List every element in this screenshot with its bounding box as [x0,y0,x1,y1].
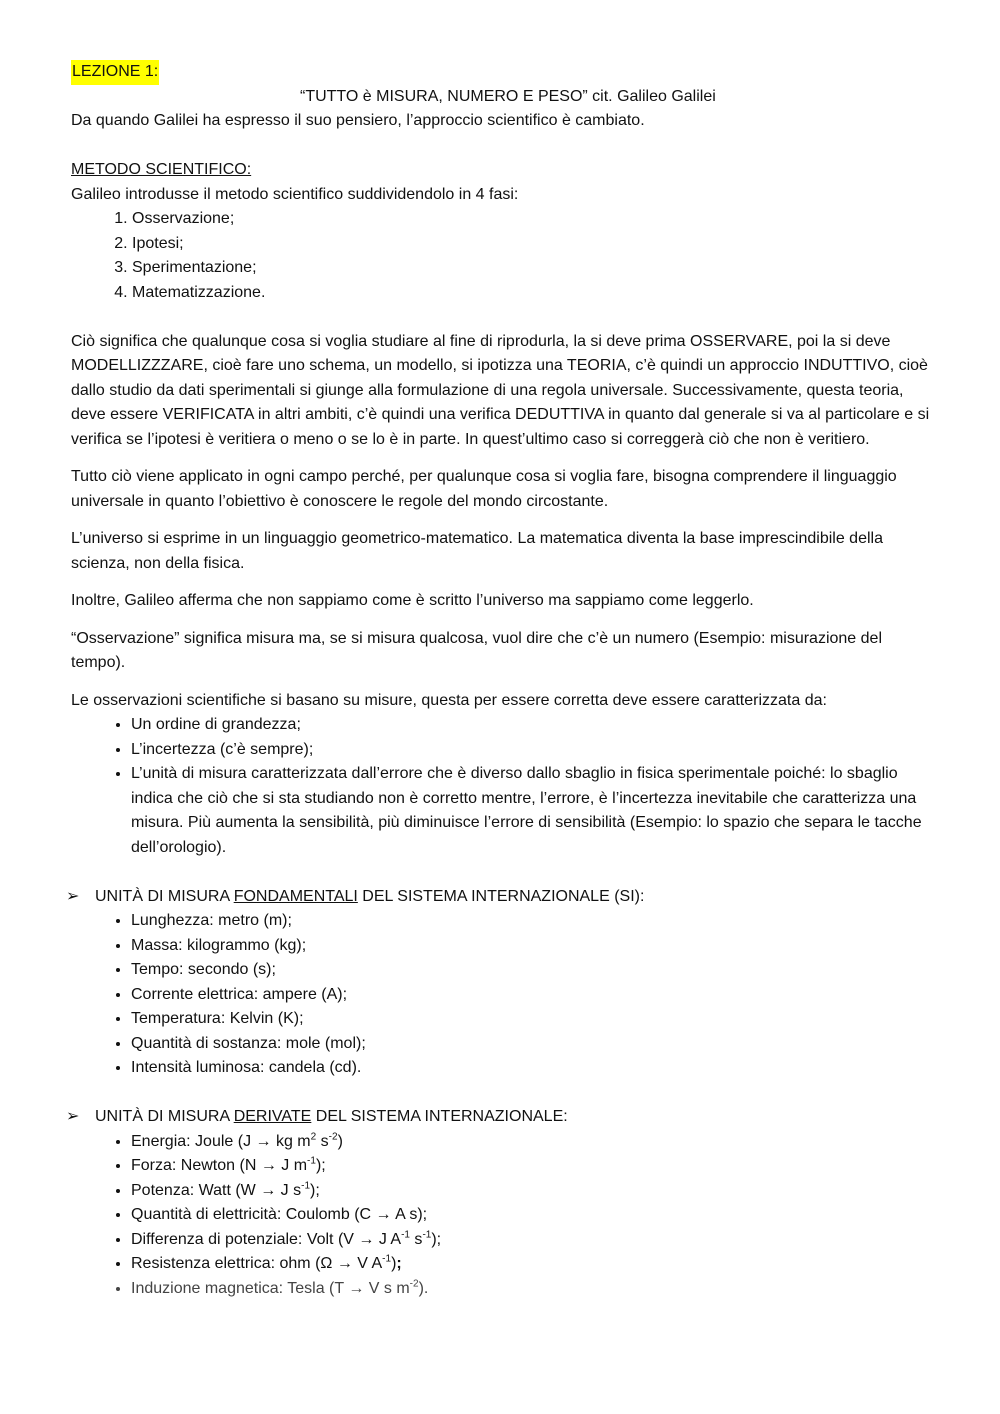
list-item: • Energia: Joule (J → kg $m^2$ $s^{-2}$) [131,1130,937,1155]
list-item: • Quantità di elettricità: Coulomb (C → A s); [131,1203,937,1228]
lesson-title-line [71,60,937,85]
arrow-icon: → [260,1157,277,1174]
arrow-icon: → [260,1181,277,1199]
list-item: 4. Matematizzazione. [132,281,937,306]
paragraph: “Osservazione” significa misura ma, se si misura qualcosa, vuol dire che c’è un numero (Esempio: misurazione del tempo). [71,629,882,671]
list-item: • L’unità di misura caratterizzata dall’errore che è diverso dallo sbaglio in fisica sperimentale poiché: lo sbaglio indica che ciò che si sta studiando non è corretto mentre, l’errore, è l’incertezza inevitabile che caratterizza una misura. Più aumenta la sensibilità, più diminuisce l’errore di sensibilità (Esempio: lo spazio che separa le tacche dell’orologio). [131,762,937,860]
paragraph: Tutto ciò viene applicato in ogni campo perché, per qualunque cosa si voglia fare, bisogna comprendere il linguaggio universale in quanto l’obiettivo è conoscere le regole del mondo circostante. [71,468,897,510]
measures-list [71,713,937,860]
paragraph: L’universo si esprime in un linguaggio geometrico-matematico. La matematica diventa la base imprescindibile della scienza, non della fisica. [71,530,883,572]
fundamental-units-list [71,909,937,1081]
paragraph: Inoltre, Galileo afferma che non sappiamo come è scritto l’universo ma sappiamo come leggerlo. [71,592,754,609]
method-intro: Galileo introdusse il metodo scientifico suddividendolo in 4 fasi: [71,185,519,203]
list-item: • Intensità luminosa: candela (cd). [131,1056,937,1081]
list-item: • Massa: kilogrammo (kg); [131,934,937,959]
list-item: 1. Osservazione; [132,207,937,232]
list-item: 3. Sperimentazione; [132,256,937,281]
list-item: • Quantità di sostanza: mole (mol); [131,1032,937,1057]
paragraph: Ciò significa che qualunque cosa si voglia studiare al fine di riprodurla, la si deve prima OSSERVARE, poi la si deve MODELLIZZZARE, cioè fare uno schema, un modello, si ipotizza una TEORIA, c’è quindi un approccio INDUTTIVO, cioè dallo studio da dati sperimentali si giunge alla formulazione di una regola universale. Successivamente, questa teoria, deve essere VERIFICATA in altri ambiti, c’è quindi una verifica DEDUTTIVA in quanto dal generale si va al particolare e si verifica se l’ipotesi è veritiera o meno o se lo è in parte. In quest’ultimo caso si correggerà ciò che non è veritiero. [71,332,930,448]
arrow-icon: → [336,1255,353,1272]
arrow-icon: → [255,1132,272,1150]
method-heading: METODO SCIENTIFICO: [71,161,252,178]
arrow-icon: → [358,1230,375,1248]
galileo-quote: “TUTTO è MISURA, NUMERO E PESO” cit. Galileo Galilei [300,87,716,105]
derived-units-list [71,1130,937,1302]
derived-units-heading: ➢ UNITÀ DI MISURA DERIVATE DEL SISTEMA INTERNAZIONALE: [71,1105,937,1130]
arrow-icon: → [348,1279,365,1297]
fundamental-units-heading: ➢ UNITÀ DI MISURA FONDAMENTALI DEL SISTEMA INTERNAZIONALE (SI): [71,885,937,910]
list-item: • Tempo: secondo (s); [131,958,937,983]
document-content [66,60,937,1301]
intro-text: Da quando Galilei ha espresso il suo pensiero, l’approccio scientifico è cambiato. [71,112,645,129]
list-item: • Un ordine di grandezza; [131,713,937,738]
phases-list [71,207,937,305]
arrow-bullet-icon: ➢ [66,1108,80,1125]
lesson-title: LEZIONE 1: [71,60,159,85]
measures-intro: Le osservazioni scientifiche si basano su misure, questa per essere corretta deve essere caratterizzata da: [71,691,827,709]
list-item: • Resistenza elettrica: ohm (Ω → V $A^{-1}$); [131,1252,937,1277]
list-item: • Temperatura: Kelvin (K); [131,1007,937,1032]
list-item: • Corrente elettrica: ampere (A); [131,983,937,1008]
list-item: • Potenza: Watt (W → J $s^{-1}$); [131,1179,937,1204]
list-item: • Forza: Newton (N → J $m^{-1}$); [131,1154,937,1179]
heading-keyword: FONDAMENTALI [233,887,358,905]
list-item: 2. Ipotesi; [132,232,937,257]
arrow-bullet-icon: ➢ [66,887,80,905]
list-item: • Lunghezza: metro (m); [131,909,937,934]
heading-keyword: DERIVATE [233,1108,312,1125]
arrow-icon: → [375,1206,392,1223]
list-item: • Differenza di potenziale: Volt (V → J $A^{-1}$ $s^{-1}$); [131,1228,937,1253]
list-item: • Induzione magnetica: Tesla (T → V s $m^{-2}$). [131,1277,937,1302]
list-item: • L’incertezza (c’è sempre); [131,738,937,763]
